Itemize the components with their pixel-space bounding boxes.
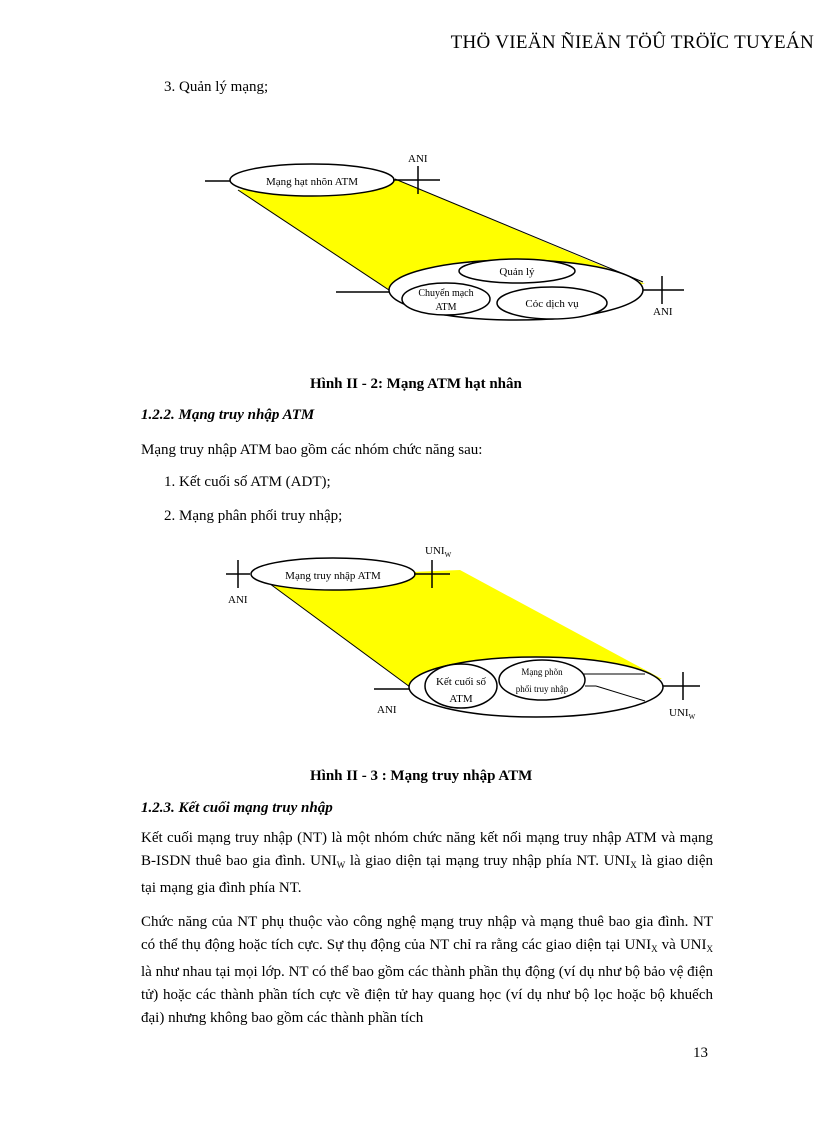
- para1-text-b: là giao diện tại mạng truy nhập phía NT. UNI: [345, 853, 631, 869]
- services-label: Cỏc dịch vụ: [525, 298, 579, 310]
- core-network-label: Mạng hạt nhõn ATM: [266, 176, 358, 188]
- para2-text-a: Chức năng của NT phụ thuộc vào công nghệ mạng truy nhập và mạng thuê bao gia đình. NT có thể thụ động hoặc tích cực. Sự thụ động của NT chỉ ra rằng các giao diện tại UNI: [141, 914, 713, 953]
- distribution-label-line2: phối truy nhập: [515, 684, 569, 694]
- figure-access-network: [0, 535, 816, 735]
- uni-top-label: [425, 545, 452, 559]
- figure-core-network: [0, 140, 816, 340]
- uni-bottom-text: UNI: [669, 707, 689, 719]
- para1-text-c: là giao diện tại mạng gia đình phía NT.: [141, 853, 714, 896]
- figure1-caption: Hình II - 2: Mạng ATM hạt nhân: [310, 376, 522, 392]
- uni-top-text: UNI: [425, 545, 445, 557]
- terminal-label-line1: Kết cuối số: [435, 676, 487, 688]
- ani-top-label: ANI: [408, 153, 428, 165]
- ani-bottom-label: ANI: [653, 306, 673, 318]
- page-header: THÖ VIEÄN ÑIEÄN TÖÛ TRÖÏC TUYEÁN: [450, 32, 814, 53]
- para1-text-a: Kết cuối mạng truy nhập (NT) là một nhóm chức năng kết nối mạng truy nhập ATM và mạng B-ISDN thuê bao gia đình. UNI: [141, 830, 713, 869]
- ani-bottom-label: ANI: [377, 704, 397, 716]
- section-heading-1-2-2: 1.2.2. Mạng truy nhập ATM: [141, 407, 315, 423]
- uni-top-subscript: W: [444, 551, 452, 559]
- terminal-label-line2: ATM: [449, 693, 473, 705]
- list-item-network-management: 3. Quản lý mạng;: [164, 79, 269, 95]
- uni-bottom-label: [669, 707, 696, 721]
- para2-text-c: là như nhau tại mọi lớp. NT có thể bao gồm các thành phần thụ động (ví dụ như bộ bảo vệ điện tử) hoặc các thành phần tích cực về điện tử hay quang học (ví dụ như bộ lọc hoặc bộ khuếch đại) nhưng không bao gồm các thành phần tích: [141, 964, 713, 1026]
- para2-subscript-2: X: [706, 944, 713, 954]
- list-item-adt: 1. Kết cuối số ATM (ADT);: [164, 474, 331, 490]
- page-number: 13: [693, 1045, 708, 1061]
- paragraph-nt-definition: [141, 827, 713, 900]
- section-heading-1-2-3: 1.2.3. Kết cuối mạng truy nhập: [141, 800, 333, 816]
- switching-label-line2: ATM: [435, 302, 457, 313]
- distribution-ellipse: [499, 660, 585, 700]
- para1-subscript-1: W: [336, 860, 346, 870]
- distribution-label-line1: Mạng phõn: [521, 667, 563, 677]
- list-item-distribution: 2. Mạng phân phối truy nhập;: [164, 508, 343, 524]
- switching-label-line1: Chuyển mạch: [418, 288, 474, 299]
- paragraph-nt-function: [141, 911, 713, 1030]
- para2-text-b: và UNI: [657, 937, 707, 953]
- figure2-caption: Hình II - 3 : Mạng truy nhập ATM: [310, 768, 533, 784]
- para2-subscript-1: X: [651, 944, 658, 954]
- management-label: Quản lý: [499, 266, 535, 278]
- para1-subscript-2: X: [630, 860, 637, 870]
- access-network-label: Mạng truy nhập ATM: [285, 570, 381, 582]
- section-intro: Mạng truy nhập ATM bao gồm các nhóm chức năng sau:: [141, 442, 483, 458]
- uni-bottom-subscript: W: [688, 713, 696, 721]
- ani-left-label: ANI: [228, 594, 248, 606]
